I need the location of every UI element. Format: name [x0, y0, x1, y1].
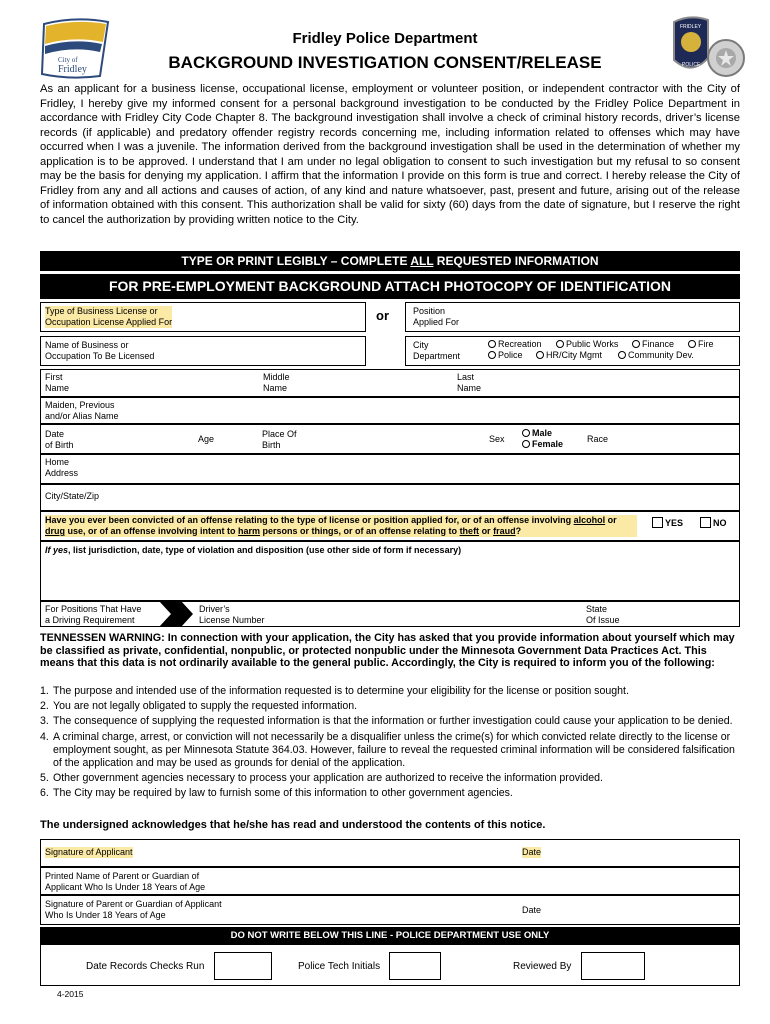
form-revision-date: 4-2015 [57, 989, 84, 999]
consent-paragraph: As an applicant for a business license, occupational license, employment or volunteer position, or independent contractor with the City of Fridley, I hereby give my informed consent for a personal background investigation to be conducted by the Fridley Police Department in accordance with Fridley City Code Chapter 8. The background investigation shall involve a check of criminal history records, driver’s license records (if applicable) and predatory offender registry records concerning me, including information related to offenses which may have occurred when I was a juvenile. The information derived from the background investigation shall be used in the determination of whether my application is to be approved. I understand that I am under no legal obligation to consent to such investigation but my refusal to so consent may be the basis for denying my application. I affirm that the information I provide on this form is true and correct. I hereby release the City of Fridley from any and all actions and causes of action, of any kind and nature whatsoever, past, present and future, arising out of the release of information obtained with this consent. This authorization shall be valid for sixty (60) days from the date of signature, but I reserve the right to cancel the authorization by providing written notice to the City. [40, 83, 740, 226]
radio-icon [556, 340, 564, 348]
dept-option-police[interactable]: Police [488, 350, 523, 361]
maiden-name-field[interactable] [40, 397, 740, 424]
license-type-field[interactable] [40, 302, 366, 332]
police-use-box [40, 944, 740, 986]
pre-employment-banner: FOR PRE-EMPLOYMENT BACKGROUND ATTACH PHOTOCOPY OF IDENTIFICATION [40, 274, 740, 299]
radio-icon [488, 340, 496, 348]
dept-option-public-works[interactable]: Public Works [556, 339, 618, 350]
if-yes-details-field[interactable] [40, 541, 740, 601]
warning-list [40, 685, 740, 803]
maiden-name-label: Maiden, Previous and/or Alias Name [45, 400, 119, 421]
police-use-banner: DO NOT WRITE BELOW THIS LINE - POLICE DEPARTMENT USE ONLY [40, 927, 740, 944]
radio-icon [488, 351, 496, 359]
date-checks-input[interactable] [214, 952, 272, 980]
banner-text-post: REQUESTED INFORMATION [433, 254, 599, 268]
list-item: 3. The consequence of supplying the requested information is that the information or further investigation could cause your application to be denied. [40, 715, 733, 728]
guardian-signature-label[interactable]: Signature of Parent or Guardian of Applicant Who Is Under 18 Years of Age [45, 899, 222, 920]
checkbox-icon [700, 517, 711, 528]
applicant-signature-row [40, 839, 740, 867]
banner-text-pre: TYPE OR PRINT LEGIBLY – COMPLETE [181, 254, 411, 268]
list-item: 1. The purpose and intended use of the information requested is to determine your eligibility for the license or position sought. [40, 685, 629, 697]
police-badges [668, 14, 748, 84]
dept-option-recreation[interactable]: Recreation [488, 339, 542, 350]
age-label[interactable]: Age [198, 434, 215, 444]
radio-icon [618, 351, 626, 359]
badge-text-bottom: POLICE [682, 62, 701, 68]
dob-row [40, 424, 740, 454]
sex-option-male[interactable]: Male [522, 428, 552, 439]
date-label-1[interactable]: Date [522, 847, 542, 857]
guardian-printed-name-field[interactable] [40, 867, 740, 895]
dept-option-fire[interactable]: Fire [688, 339, 714, 350]
position-field[interactable] [405, 302, 740, 332]
business-name-label: Name of Business or Occupation To Be Licensed [45, 340, 155, 361]
logo-text-fridley: Fridley [58, 64, 87, 75]
city-department-label: City Department [413, 340, 461, 361]
race-label[interactable]: Race [587, 434, 609, 444]
yes-checkbox[interactable]: YES [652, 517, 683, 529]
tech-initials-input[interactable] [389, 952, 441, 980]
last-name-label[interactable]: Last Name [457, 372, 482, 393]
date-label-2[interactable]: Date [522, 905, 542, 915]
guardian-signature-row [40, 895, 740, 925]
sex-option-female[interactable]: Female [522, 439, 563, 450]
state-of-issue-label[interactable]: State Of Issue [586, 604, 620, 625]
radio-icon [522, 440, 530, 448]
banner-text-all: ALL [410, 254, 434, 268]
if-yes-label: If yes, list jurisdiction, date, type of violation and disposition (use other side of form if necessary) [45, 545, 462, 555]
radio-icon [688, 340, 696, 348]
home-address-field[interactable] [40, 454, 740, 484]
driving-positions-label: For Positions That Have a Driving Requirement [45, 604, 142, 625]
place-of-birth-label[interactable]: Place Of Birth [262, 429, 297, 450]
name-row [40, 369, 740, 397]
middle-name-label[interactable]: Middle Name [263, 372, 290, 393]
sex-label: Sex [489, 434, 505, 444]
date-checks-label: Date Records Checks Run [86, 961, 205, 972]
guardian-printed-name-label: Printed Name of Parent or Guardian of Applicant Who Is Under 18 Years of Age [45, 871, 206, 892]
home-address-label: Home Address [45, 457, 79, 478]
position-label: Position Applied For [413, 306, 460, 327]
license-type-label: Type of Business License or Occupation License Applied For [45, 306, 173, 327]
tech-initials-label: Police Tech Initials [298, 961, 381, 972]
acknowledgement: The undersigned acknowledges that he/she has read and understood the contents of this notice. [40, 819, 546, 831]
dob-label[interactable]: Date of Birth [45, 429, 74, 450]
dept-option-finance[interactable]: Finance [632, 339, 674, 350]
drivers-license-label[interactable]: Driver’s License Number [199, 604, 265, 625]
conviction-question [40, 511, 740, 541]
radio-icon [632, 340, 640, 348]
list-item: 5. Other government agencies necessary to process your application are authorized to receive the information provided. [40, 772, 604, 785]
form-title: BACKGROUND INVESTIGATION CONSENT/RELEASE [168, 53, 602, 72]
checkbox-icon [652, 517, 663, 528]
list-item: 6. The City may be required by law to furnish some of this information to other government agencies. [40, 787, 513, 800]
city-department-field [405, 336, 740, 366]
logo-text-city: City of [58, 56, 78, 64]
list-item: 2. You are not legally obligated to supply the requested information. [40, 700, 358, 713]
conviction-question-text: Have you ever been convicted of an offense relating to the type of license or position applied for, or of an offense involving alcohol or drug use, or of an offense involving intent to harm persons or things, or of an offense relating to theft or fraud? [45, 515, 637, 537]
city-state-zip-label: City/State/Zip [45, 491, 100, 501]
arrow-chevron-icon [159, 601, 193, 627]
badge-text-top: FRIDLEY [680, 24, 702, 30]
no-checkbox[interactable]: NO [700, 517, 727, 529]
dept-option-community-dev[interactable]: Community Dev. [618, 350, 694, 361]
department-name: Fridley Police Department [292, 30, 478, 47]
dept-option-hr-city-mgmt[interactable]: HR/City Mgmt [536, 350, 602, 361]
drivers-license-row [40, 601, 740, 627]
applicant-signature-label[interactable]: Signature of Applicant [45, 847, 133, 857]
reviewed-by-label: Reviewed By [513, 961, 572, 972]
or-text: or [376, 308, 389, 323]
radio-icon [536, 351, 544, 359]
tennessen-warning: TENNESSEN WARNING: In connection with your application, the City has asked that you provide information about yourself which may be classified as private, confidential, nonpublic, or protected nonpublic under the Minnesota Government Data Practices Act. This means that this data is not ordinarily available to the general public. Accordingly, the City is required to inform you of the following: [40, 632, 735, 669]
first-name-label[interactable]: First Name [45, 372, 70, 393]
business-name-field[interactable] [40, 336, 366, 366]
city-state-zip-field[interactable] [40, 484, 740, 511]
list-item: 4. A criminal charge, arrest, or conviction will not necessarily be a disqualifier unless the crime(s) for which convicted relate directly to the license or employment sought, as per Minnesota Statute 364.03. However, failure to reveal the requested criminal information will be considered falsification of the application and may be used as grounds for denial of the application. [40, 730, 735, 770]
reviewed-by-input[interactable] [581, 952, 645, 980]
type-print-banner [40, 251, 740, 271]
radio-icon [522, 429, 530, 437]
